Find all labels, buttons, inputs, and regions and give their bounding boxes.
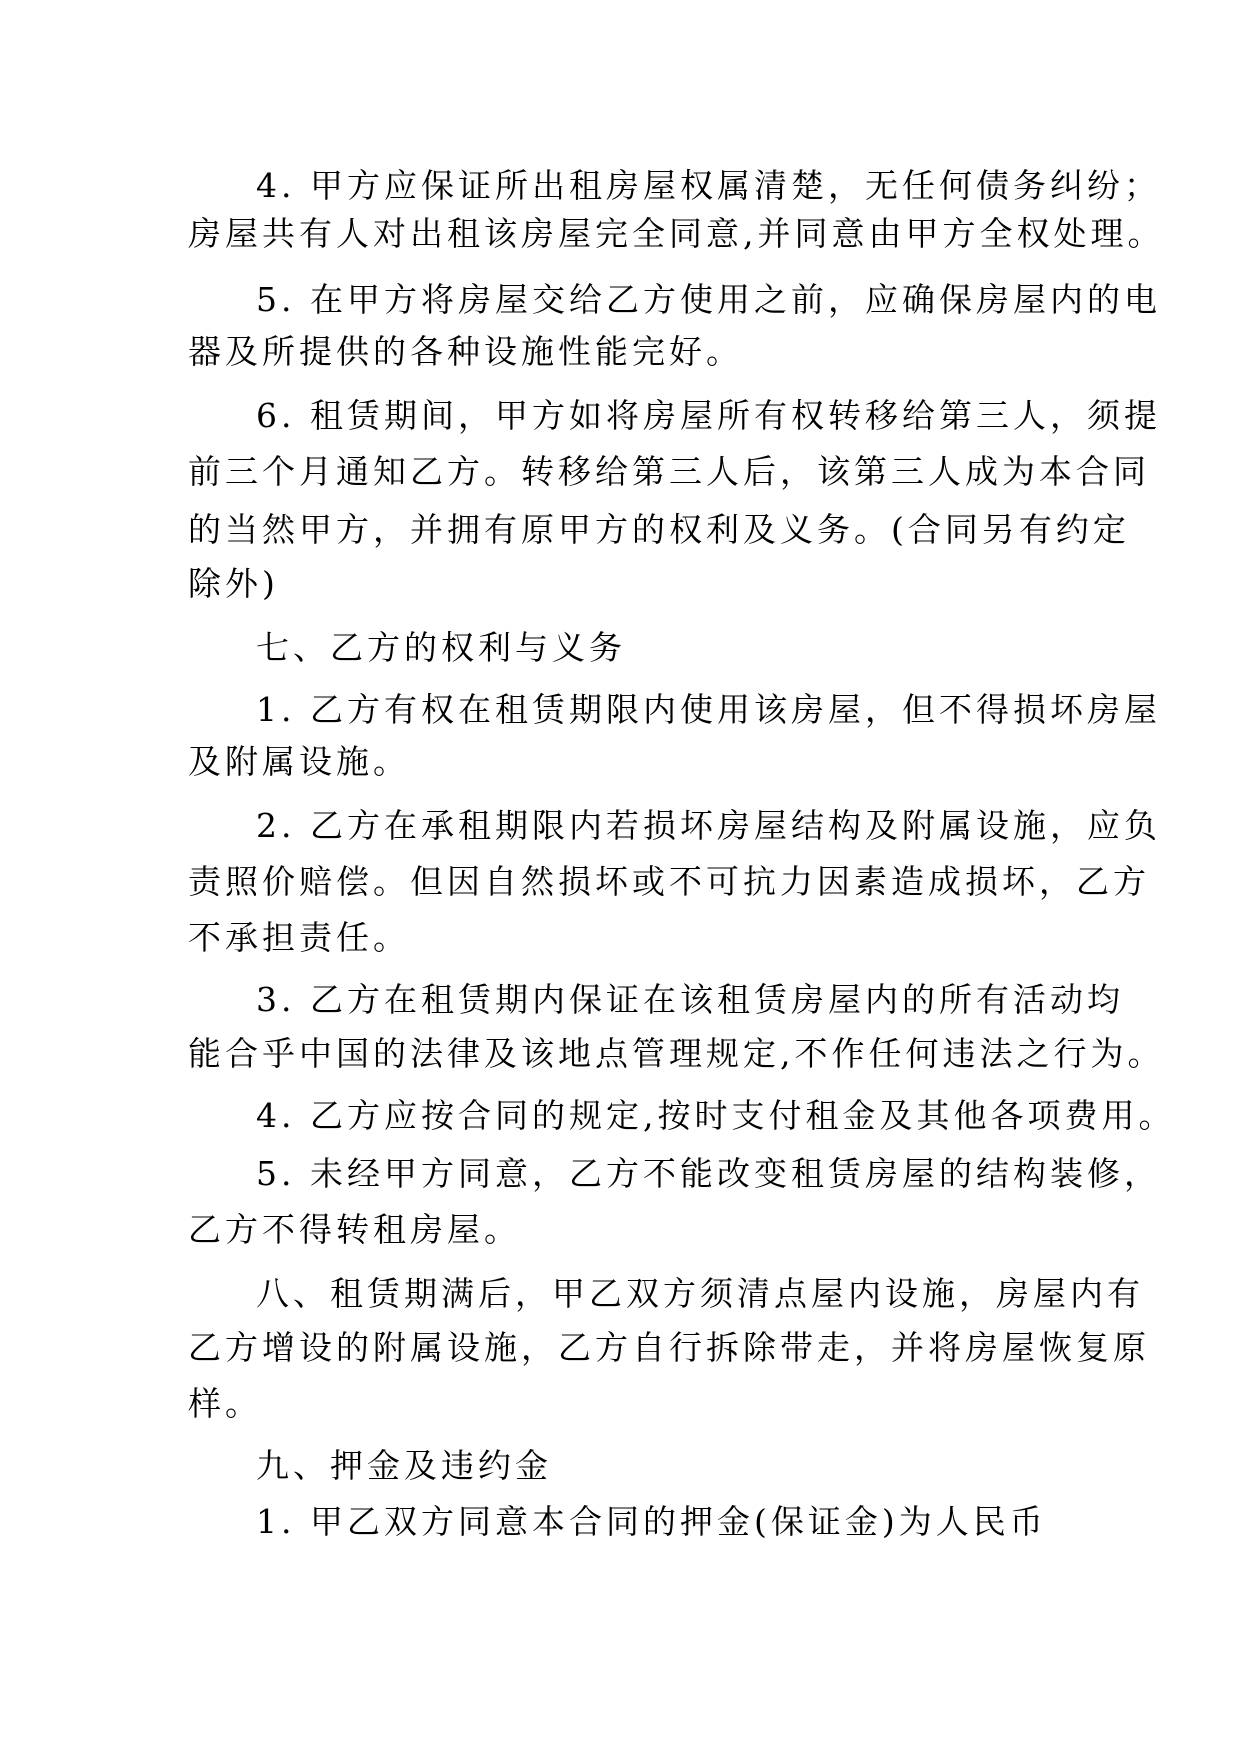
text-line: 的当然甲方，并拥有原甲方的权利及义务。(合同另有约定 xyxy=(188,510,1130,549)
text-line: 5. 在甲方将房屋交给乙方使用之前，应确保房屋内的电 xyxy=(256,280,1161,319)
text-line: 2. 乙方在承租期限内若损坏房屋结构及附属设施，应负 xyxy=(256,806,1161,845)
text-line: 器及所提供的各种设施性能完好。 xyxy=(188,332,743,371)
section-heading: 七、乙方的权利与义务 xyxy=(256,628,626,667)
text-line: 1. 乙方有权在租赁期限内使用该房屋，但不得损坏房屋 xyxy=(256,690,1161,729)
section-heading: 九、押金及违约金 xyxy=(256,1446,552,1485)
text-line: 前三个月通知乙方。转移给第三人后，该第三人成为本合同 xyxy=(188,452,1150,491)
text-line: 乙方增设的附属设施，乙方自行拆除带走，并将房屋恢复原 xyxy=(188,1328,1150,1367)
text-line: 样。 xyxy=(188,1384,262,1423)
text-line: 4. 乙方应按合同的规定,按时支付租金及其他各项费用。 xyxy=(256,1096,1176,1135)
text-line: 6. 租赁期间，甲方如将房屋所有权转移给第三人，须提 xyxy=(256,396,1161,435)
text-line: 不承担责任。 xyxy=(188,918,410,957)
text-line: 3. 乙方在租赁期内保证在该租赁房屋内的所有活动均 xyxy=(256,980,1124,1019)
text-line: 5. 未经甲方同意，乙方不能改变租赁房屋的结构装修， xyxy=(256,1154,1161,1193)
text-line: 1. 甲乙双方同意本合同的押金(保证金)为人民币 xyxy=(256,1502,1047,1541)
text-line: 4. 甲方应保证所出租房屋权属清楚，无任何债务纠纷； xyxy=(256,166,1161,205)
text-line: 房屋共有人对出租该房屋完全同意,并同意由甲方全权处理。 xyxy=(188,214,1165,253)
section-heading: 八、租赁期满后，甲乙双方须清点屋内设施，房屋内有 xyxy=(256,1274,1144,1313)
text-line: 及附属设施。 xyxy=(188,742,410,781)
text-line: 责照价赔偿。但因自然损坏或不可抗力因素造成损坏，乙方 xyxy=(188,862,1150,901)
text-line: 乙方不得转租房屋。 xyxy=(188,1210,521,1249)
text-line: 能合乎中国的法律及该地点管理规定,不作任何违法之行为。 xyxy=(188,1034,1165,1073)
text-line: 除外) xyxy=(188,564,279,603)
